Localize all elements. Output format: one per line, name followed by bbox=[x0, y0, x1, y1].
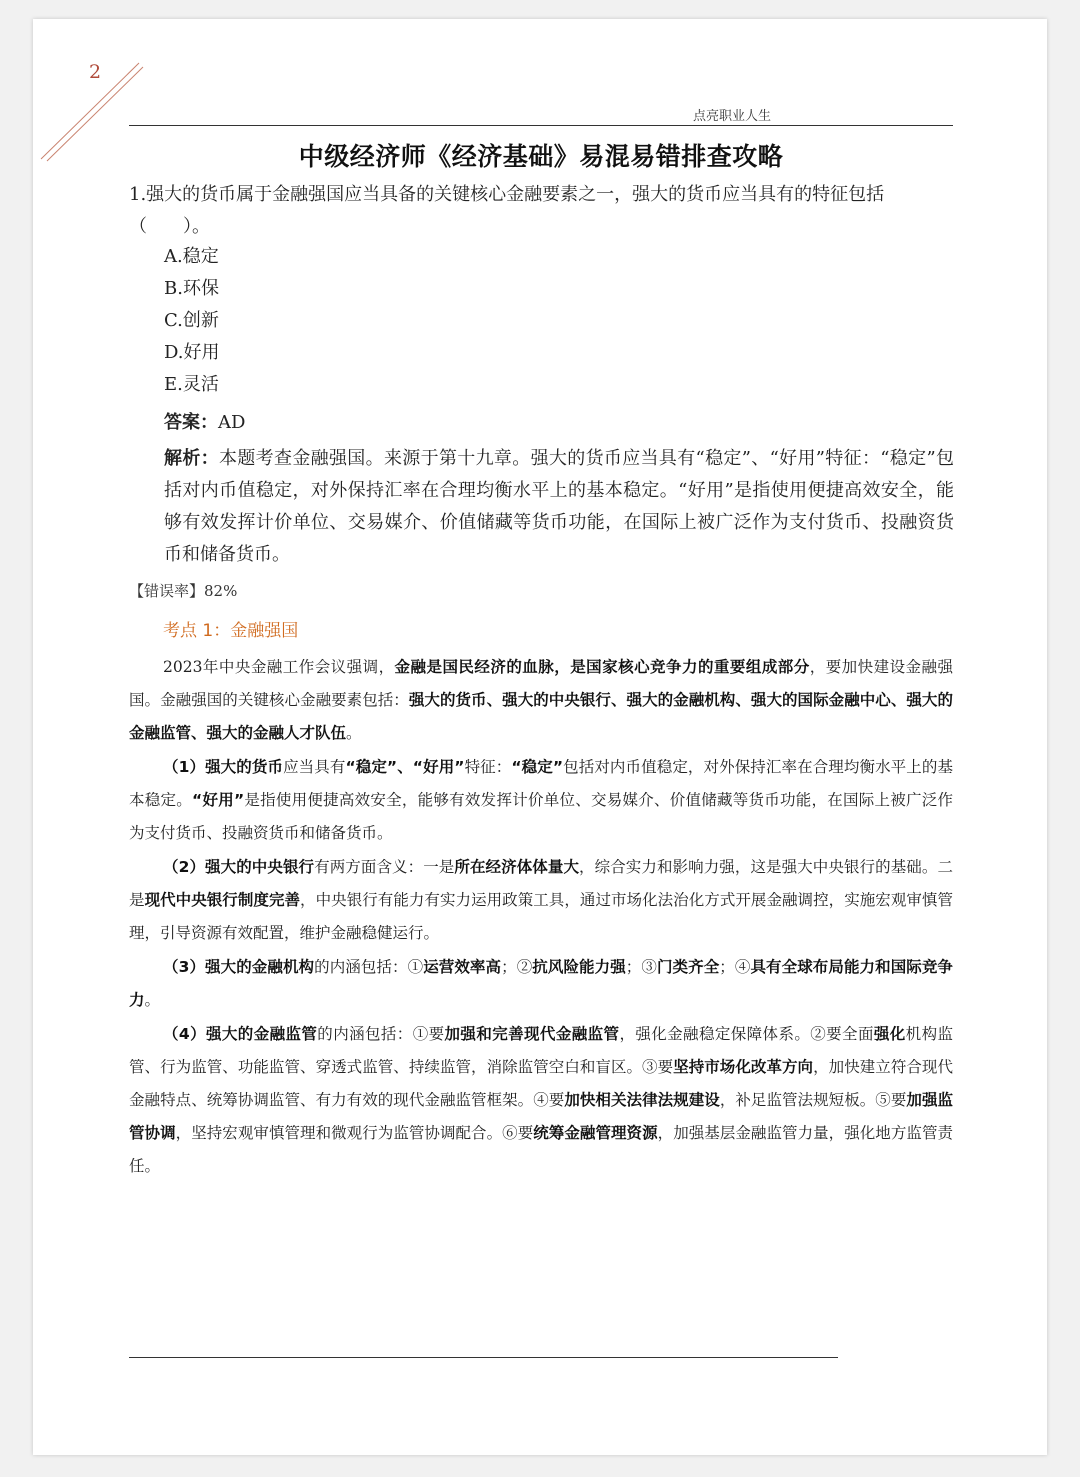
error-rate: 【错误率】82% bbox=[129, 582, 238, 600]
text-run: ，坚持宏观审慎管理和微观行为监管协调配合。⑥要 bbox=[175, 1124, 534, 1142]
text-run: 的内涵包括：① bbox=[314, 958, 424, 976]
bold-run: 具有全球布局能力和国际竞争力 bbox=[129, 958, 953, 1009]
text-run: ，综合实力和影响力强，这是强大中央银行的基础。二是 bbox=[129, 858, 953, 909]
bold-run: 强化 bbox=[873, 1025, 906, 1043]
bold-run: 加快相关法律法规建设 bbox=[564, 1091, 720, 1109]
knowledge-point-title: 考点 1：金融强国 bbox=[163, 621, 299, 641]
text-run: 机构监管、行为监管、功能监管、穿透式监管、持续监管，消除监管空白和盲区。③要 bbox=[129, 1025, 953, 1076]
document-page bbox=[33, 19, 1047, 1455]
paragraph-currency bbox=[129, 751, 953, 850]
text-run: ；③ bbox=[625, 958, 657, 976]
bold-run: 加强和完善现代金融监管 bbox=[444, 1025, 620, 1043]
bold-run: （1）强大的货币 bbox=[163, 758, 284, 776]
bold-run: 运营效率高 bbox=[423, 958, 502, 976]
header-brand: 点亮职业人生 bbox=[693, 109, 772, 124]
bold-run: 所在经济体体量大 bbox=[454, 858, 580, 876]
option-b: B.环保 bbox=[164, 278, 219, 299]
option-c: C.创新 bbox=[164, 310, 219, 331]
answer-label: 答案： bbox=[164, 412, 218, 433]
bold-run: （4）强大的金融监管 bbox=[163, 1025, 318, 1043]
document-title: 中级经济师《经济基础》易混易错排查攻略 bbox=[298, 142, 784, 171]
text-run: 2023年中央金融工作会议强调， bbox=[163, 658, 395, 676]
text-run: ；② bbox=[501, 958, 533, 976]
bold-run: 现代中央银行制度完善 bbox=[144, 891, 301, 909]
text-run: ，补足监管法规短板。⑤要 bbox=[719, 1091, 907, 1109]
text-run: 是指使用便捷高效安全，能够有效发挥计价单位、交易媒介、价值储藏等货币功能，在国际上被广泛作为支付货币、投融资货币和储备货币。 bbox=[129, 791, 953, 842]
option-a: A.稳定 bbox=[164, 246, 219, 267]
text-run: ；④ bbox=[719, 958, 751, 976]
answer-value: AD bbox=[218, 412, 246, 433]
paragraph-central-bank bbox=[129, 851, 953, 950]
text-run: 。 bbox=[144, 991, 161, 1009]
bold-run: 坚持市场化改革方向 bbox=[673, 1058, 814, 1076]
bold-run: 加强监管协调 bbox=[129, 1091, 953, 1142]
text-run: ，要加快建设金融强国。金融强国的关键核心金融要素包括： bbox=[129, 658, 953, 709]
option-e: E.灵活 bbox=[164, 374, 219, 395]
analysis-label: 解析： bbox=[164, 448, 219, 469]
answer bbox=[164, 407, 245, 439]
bold-run: “稳定” bbox=[511, 758, 564, 776]
paragraph-supervision bbox=[129, 1018, 953, 1183]
text-run: 包括对内币值稳定，对外保持汇率在合理均衡水平上的基本稳定。 bbox=[129, 758, 953, 809]
text-run: ，强化金融稳定保障体系。②要全面 bbox=[619, 1025, 874, 1043]
paragraph-institutions bbox=[129, 951, 953, 1017]
text-run: 。 bbox=[346, 724, 362, 742]
page-number: 2 bbox=[89, 61, 102, 83]
bold-run: 抗风险能力强 bbox=[532, 958, 626, 976]
footer-divider bbox=[129, 1357, 838, 1358]
bold-run: “好用” bbox=[192, 791, 245, 809]
text-run: ，加快建立符合现代金融特点、统筹协调监管、有力有效的现代金融监管框架。④要 bbox=[129, 1058, 953, 1109]
header-divider bbox=[129, 125, 953, 126]
analysis-text: 本题考查金融强国。来源于第十九章。强大的货币应当具有“稳定”、“好用”特征：“稳定”包括对内币值稳定，对外保持汇率在合理均衡水平上的基本稳定。“好用”是指使用便捷高效安全，能够有效发挥计价单位、交易媒介、价值储藏等货币功能，在国际上被广泛作为支付货币、投融资货币和储备货币。 bbox=[164, 448, 955, 565]
bold-run: 门类齐全 bbox=[656, 958, 720, 976]
text-run: 应当具有 bbox=[283, 758, 346, 776]
bold-run: （3）强大的金融机构 bbox=[163, 958, 315, 976]
bold-run: 强大的货币、强大的中央银行、强大的金融机构、强大的国际金融中心、强大的金融监管、强大的金融人才队伍 bbox=[129, 691, 953, 742]
text-run: ，中央银行有能力有实力运用政策工具，通过市场化法治化方式开展金融调控，实施宏观审慎管理，引导资源有效配置，维护金融稳健运行。 bbox=[129, 891, 953, 942]
text-run: 有两方面含义：一是 bbox=[314, 858, 455, 876]
question-text: 1.强大的货币属于金融强国应当具备的关键核心金融要素之一，强大的货币应当具有的特征包括（ ）。 bbox=[129, 184, 885, 237]
analysis bbox=[164, 443, 954, 571]
bold-run: 金融是国民经济的血脉，是国家核心竞争力的重要组成部分 bbox=[394, 658, 810, 676]
bold-run: 统筹金融管理资源 bbox=[533, 1124, 658, 1142]
option-d: D.好用 bbox=[164, 342, 220, 363]
paragraph-overview bbox=[129, 651, 953, 750]
option-list bbox=[164, 241, 220, 401]
text-run: 的内涵包括：①要 bbox=[317, 1025, 445, 1043]
bold-run: “稳定”、“好用” bbox=[345, 758, 465, 776]
text-run: ，加强基层金融监管力量，强化地方监管责任。 bbox=[129, 1124, 953, 1175]
text-run: 特征： bbox=[464, 758, 512, 776]
bold-run: （2）强大的中央银行 bbox=[163, 858, 315, 876]
